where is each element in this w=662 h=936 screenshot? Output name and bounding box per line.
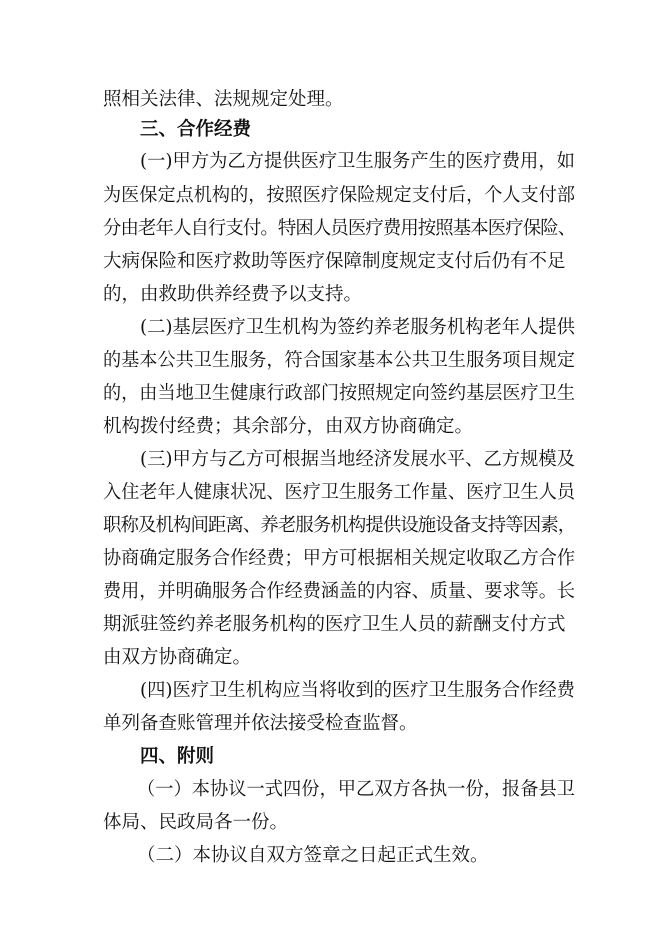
text-line: (二)基层医疗卫生机构为签约养老服务机构老年人提供 — [140, 317, 575, 338]
text-line: (三)甲方与乙方可根据当地经济发展水平、乙方规模及 — [140, 449, 575, 470]
section-heading-supplementary: 四、附则 — [140, 746, 215, 767]
text-line: 照相关法律、法规规定处理。 — [103, 89, 344, 110]
text-line: (四)医疗卫生机构应当将收到的医疗卫生服务合作经费 — [140, 680, 575, 701]
text-line: 为医保定点机构的，按照医疗保险规定支付后，个人支付部 — [103, 185, 576, 206]
text-line: （一）本协议一式四份，甲乙双方各执一份，报备县卫 — [137, 779, 576, 800]
text-line: 的基本公共卫生服务，符合国家基本公共卫生服务项目规定 — [103, 350, 576, 371]
text-line: 大病保险和医疗救助等医疗保障制度规定支付后仍有不足 — [103, 251, 566, 272]
text-line: 的，由当地卫生健康行政部门按照规定向签约基层医疗卫生 — [103, 383, 576, 404]
text-line: （二）本协议自双方签章之日起正式生效。 — [137, 845, 489, 866]
text-line: 分由老年人自行支付。特困人员医疗费用按照基本医疗保险、 — [103, 218, 576, 239]
section-heading-funding: 三、合作经费 — [140, 119, 252, 140]
text-line: 费用，并明确服务合作经费涵盖的内容、质量、要求等。长 — [103, 581, 576, 602]
text-line: 入住老年人健康状况、医疗卫生服务工作量、医疗卫生人员 — [103, 482, 576, 503]
text-line: 单列备查账管理并依法接受检查监督。 — [103, 713, 418, 734]
text-line: 职称及机构间距离、养老服务机构提供设施设备支持等因素， — [103, 515, 576, 536]
text-line: 由双方协商确定。 — [103, 647, 252, 668]
text-line: (一)甲方为乙方提供医疗卫生服务产生的医疗费用，如 — [140, 151, 575, 172]
text-line: 协商确定服务合作经费；甲方可根据相关规定收取乙方合作 — [103, 548, 576, 569]
text-line: 体局、民政局各一份。 — [103, 812, 289, 833]
text-line: 机构拨付经费；其余部分，由双方协商确定。 — [103, 416, 474, 437]
text-line: 的，由救助供养经费予以支持。 — [103, 284, 363, 305]
text-line: 期派驻签约养老服务机构的医疗卫生人员的薪酬支付方式 — [103, 614, 566, 635]
